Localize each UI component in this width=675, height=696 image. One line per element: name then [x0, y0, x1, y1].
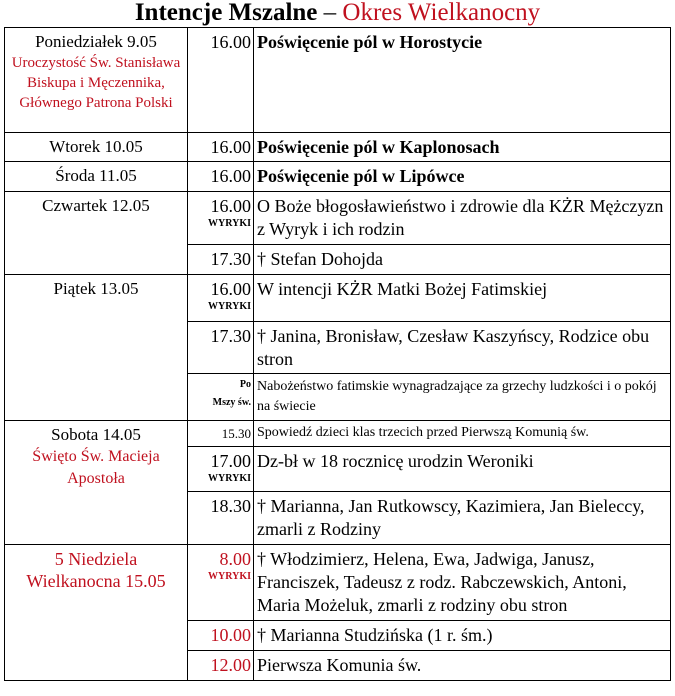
day-name: Czwartek 12.05	[42, 196, 150, 215]
day-name: Sobota 14.05	[51, 425, 141, 444]
time-value: 16.00	[210, 279, 251, 299]
day-cell	[5, 275, 188, 421]
time-cell	[188, 28, 254, 133]
day-cell	[5, 162, 188, 192]
time-value: 16.00	[210, 32, 251, 52]
table-row	[5, 421, 671, 447]
time-cell	[188, 621, 254, 651]
location-note: WYRYKI	[208, 571, 251, 582]
intention-cell: Nabożeństwo fatimskie wynagradzające za grzechy ludzkości i o pokój na świecie	[254, 374, 671, 421]
intention-cell: Poświęcenie pól w Kaplonosach	[254, 133, 671, 162]
day-name: Poniedziałek 9.05	[35, 32, 157, 51]
title-season: Okres Wielkanocny	[342, 0, 541, 26]
time-cell	[188, 275, 254, 322]
title-main: Intencje Mszalne	[134, 0, 318, 26]
day-feast: Święto Św. Macieja Apostoła	[32, 448, 160, 487]
table-row	[5, 133, 671, 162]
time-cell	[188, 492, 254, 545]
time-cell	[188, 421, 254, 447]
intention-cell: O Boże błogosławieństwo i zdrowie dla KŻR Mężczyzn z Wyryk i ich rodzin	[254, 192, 671, 245]
location-note: WYRYKI	[208, 218, 251, 229]
day-feast: Uroczystość Św. Stanisława Biskupa i Męczennika, Głównego Patrona Polski	[11, 55, 181, 111]
day-cell	[5, 545, 188, 681]
time-cell	[188, 447, 254, 492]
day-name: Wtorek 10.05	[49, 137, 143, 156]
intention-cell: † Włodzimierz, Helena, Ewa, Jadwiga, Janusz, Franciszek, Tadeusz z rodz. Rabczewskich, Antoni, Maria Możeluk, zmarli z rodziny obu stron	[254, 545, 671, 621]
time-cell	[188, 133, 254, 162]
time-value: 16.00	[210, 166, 251, 186]
intention-cell: Pierwsza Komunia św.	[254, 651, 671, 681]
time-value: 12.00	[210, 655, 251, 675]
time-cell	[188, 374, 254, 421]
intention-cell: W intencji KŻR Matki Bożej Fatimskiej	[254, 275, 671, 322]
time-cell	[188, 192, 254, 245]
intention-cell: † Marianna Studzińska (1 r. śm.)	[254, 621, 671, 651]
time-value: 17.30	[210, 326, 251, 346]
table-row	[5, 162, 671, 192]
time-value: 16.00	[210, 137, 251, 157]
table-row	[5, 28, 671, 133]
table-row	[5, 192, 671, 245]
time-po: Po	[239, 379, 251, 390]
time-value: 10.00	[210, 625, 251, 645]
intention-cell: † Marianna, Jan Rutkowscy, Kazimiera, Jan Bieleccy, zmarli z Rodziny	[254, 492, 671, 545]
page-title	[0, 0, 675, 27]
day-cell	[5, 133, 188, 162]
time-cell	[188, 245, 254, 275]
time-cell	[188, 651, 254, 681]
time-cell	[188, 162, 254, 192]
time-cell	[188, 322, 254, 374]
intention-cell: Dz-bł w 18 rocznicę urodzin Weroniki	[254, 447, 671, 492]
table-row	[5, 545, 671, 621]
time-value: 17.30	[210, 249, 251, 269]
location-note: WYRYKI	[208, 473, 251, 484]
intention-cell: † Stefan Dohojda	[254, 245, 671, 275]
time-after-mass: Mszy św.	[212, 397, 251, 408]
day-name: 5 Niedziela Wielkanocna 15.05	[26, 549, 166, 591]
time-cell	[188, 545, 254, 621]
intention-cell: Poświęcenie pól w Horostycie	[254, 28, 671, 133]
time-value: 17.00	[210, 451, 251, 471]
day-name: Piątek 13.05	[53, 279, 139, 298]
title-dash: –	[317, 0, 343, 26]
day-name: Środa 11.05	[55, 166, 137, 185]
intentions-table	[4, 27, 671, 681]
time-value: 16.00	[210, 196, 251, 216]
time-value: 15.30	[221, 426, 251, 441]
time-value: 18.30	[210, 496, 251, 516]
intention-cell: Poświęcenie pól w Lipówce	[254, 162, 671, 192]
time-value: 8.00	[219, 549, 251, 569]
table-row	[5, 275, 671, 322]
day-cell	[5, 28, 188, 133]
day-cell	[5, 192, 188, 275]
location-note: WYRYKI	[208, 301, 251, 312]
intention-cell: Spowiedź dzieci klas trzecich przed Pierwszą Komunią św.	[254, 421, 671, 447]
day-cell	[5, 421, 188, 545]
intention-cell: † Janina, Bronisław, Czesław Kaszyńscy, Rodzice obu stron	[254, 322, 671, 374]
